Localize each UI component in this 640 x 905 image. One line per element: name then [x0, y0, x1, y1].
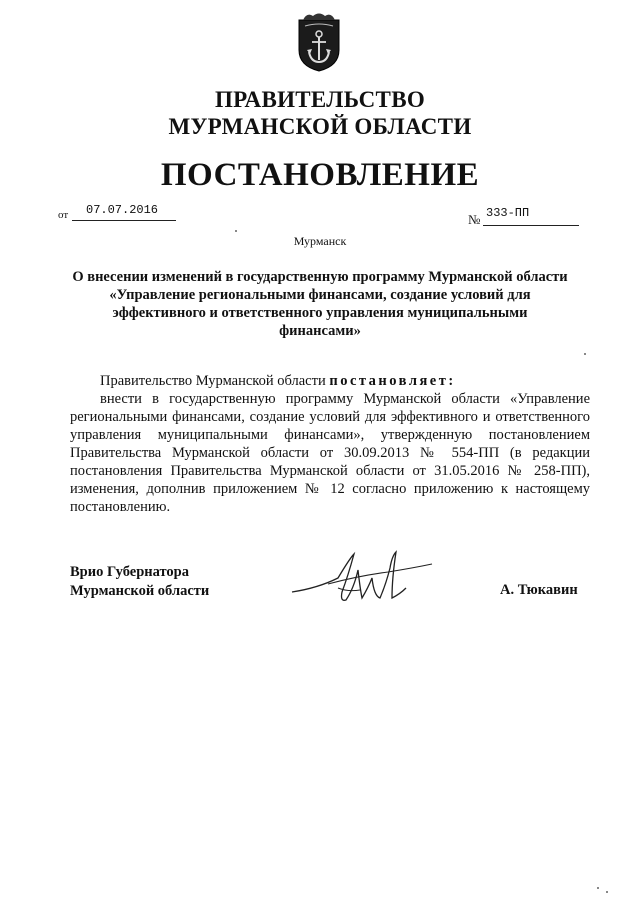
title-line-4: финансами»: [279, 323, 361, 339]
handwritten-signature: [288, 548, 438, 610]
scan-speck: [606, 891, 608, 893]
document-date: 07.07.2016: [86, 203, 159, 217]
date-underline: [72, 220, 176, 221]
document-number: 333-ПП: [486, 206, 530, 220]
title-line-2: «Управление региональными финансами, создание условий для: [109, 287, 531, 303]
number-underline: [483, 225, 579, 226]
resolution-intro: [100, 372, 456, 390]
city: Мурманск: [293, 234, 347, 248]
coat-of-arms-icon: [297, 12, 341, 72]
resolution-paragraph: внести в государственную программу Мурманской области «Управление региональными финансами, создание условий для эффективного и ответственного управления муниципальными финансами», утвержденную постановлением Правительства Мурманской области от 30.09.2013 № 554-ПП (в редакции постановления Правительства Мурманской области от 31.05.2016 № 258-ПП), изменения, дополнив приложением № 12 согласно приложению к настоящему постановлению.: [70, 391, 590, 515]
government-name-line2: МУРМАНСКОЙ ОБЛАСТИ: [168, 114, 472, 139]
position-line-2: Мурманской области: [70, 583, 210, 599]
date-prefix: от: [58, 209, 69, 221]
scan-speck: [235, 230, 237, 232]
document-type: ПОСТАНОВЛЕНИЕ: [160, 157, 480, 193]
scan-speck: [584, 353, 586, 355]
number-prefix: №: [468, 212, 481, 227]
intro-prefix: Правительство Мурманской области: [100, 373, 330, 389]
document-title: [60, 268, 580, 340]
title-line-3: эффективного и ответственного управления муниципальными: [112, 305, 528, 321]
signatory-name: А. Тюкавин: [500, 582, 578, 598]
scan-speck: [597, 887, 599, 889]
intro-verb: постановляет:: [329, 373, 456, 389]
title-line-1: О внесении изменений в государственную программу Мурманской области: [72, 269, 568, 285]
government-name-line1: ПРАВИТЕЛЬСТВО: [214, 87, 426, 112]
position-line-1: Врио Губернатора: [70, 564, 189, 580]
signatory-position: [70, 563, 209, 601]
